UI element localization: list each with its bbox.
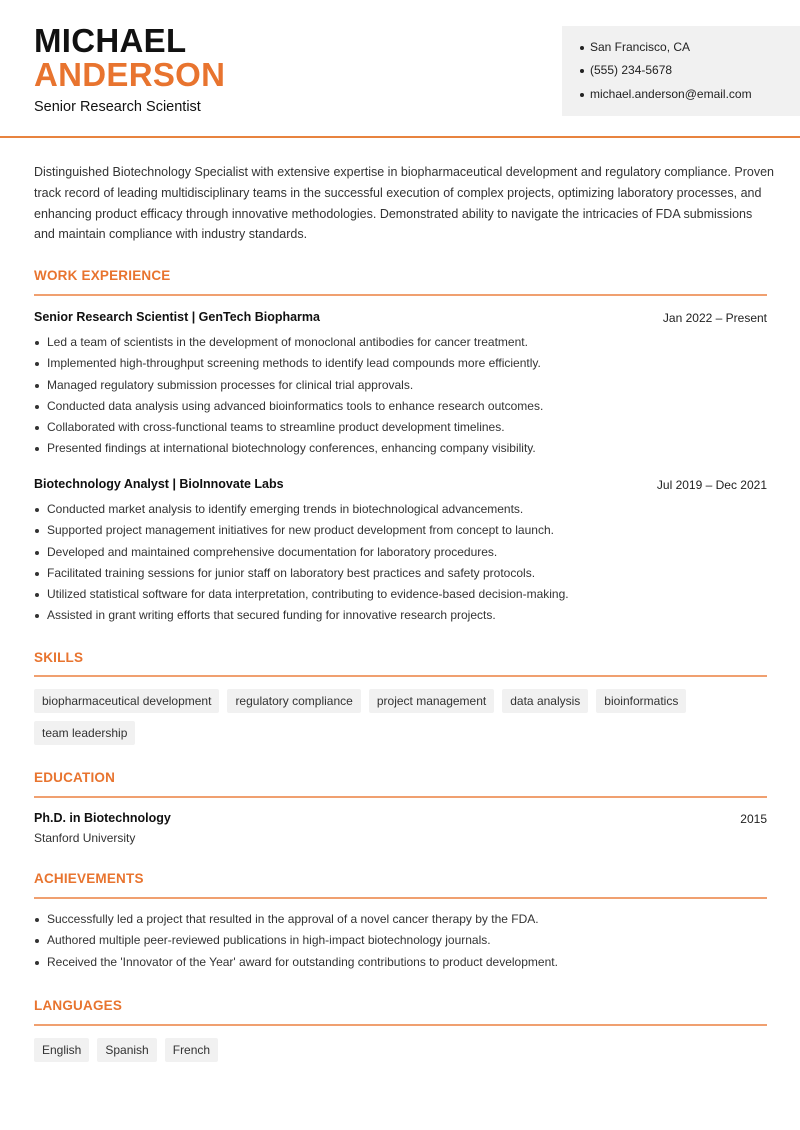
bullet-dot [580, 46, 584, 50]
job-title: Senior Research Scientist [34, 99, 201, 115]
job-date: Jul 2019 – Dec 2021 [656, 478, 767, 492]
list-item: Led a team of scientists in the development of monoclonal antibodies for cancer treatment. [34, 332, 774, 353]
job-heading: Biotechnology Analyst | BioInnovate Labs [34, 477, 284, 491]
phone-text: (555) 234-5678 [590, 63, 673, 77]
list-item: Supported project management initiatives for new product development from concept to launch. [34, 520, 774, 541]
bullet-dot [580, 69, 584, 73]
job-bullets [34, 332, 774, 460]
section-title-achievements: ACHIEVEMENTS [34, 871, 144, 886]
list-item: Presented findings at international biotechnology conferences, enhancing company visibility. [34, 438, 774, 459]
skills-list [34, 689, 774, 745]
location-text: San Francisco, CA [590, 40, 691, 54]
skill-tag: team leadership [34, 721, 135, 745]
list-item: Facilitated training sessions for junior staff on laboratory best practices and safety protocols. [34, 563, 774, 584]
contact-location [580, 40, 690, 54]
section-divider [34, 897, 767, 899]
skill-tag: bioinformatics [596, 689, 686, 713]
section-title-skills: SKILLS [34, 650, 84, 665]
section-title-education: EDUCATION [34, 770, 116, 785]
section-divider [34, 675, 767, 677]
professional-summary: Distinguished Biotechnology Specialist with extensive expertise in biopharmaceutical development and regulatory compliance. Proven track record of leading multidisciplinary teams in the successful execution of complex projects, optimizing laboratory processes, and enhancing product efficacy through innovative methodologies. Demonstrated ability to navigate the intricacies of FDA submissions and maintain compliance with industry standards. [34, 165, 774, 242]
achievements-list [34, 909, 774, 973]
education-degree: Ph.D. in Biotechnology [34, 811, 171, 825]
skill-tag: regulatory compliance [227, 689, 360, 713]
education-year: 2015 [740, 812, 767, 826]
job-heading: Senior Research Scientist | GenTech Biopharma [34, 310, 320, 324]
list-item: Received the 'Innovator of the Year' award for outstanding contributions to product development. [34, 952, 774, 973]
first-name: MICHAEL [34, 22, 187, 59]
section-title-languages: LANGUAGES [34, 998, 123, 1013]
list-item: Implemented high-throughput screening methods to identify lead compounds more efficiently. [34, 353, 774, 374]
section-divider [34, 796, 767, 798]
list-item: Conducted market analysis to identify emerging trends in biotechnological advancements. [34, 499, 774, 520]
list-item: Successfully led a project that resulted in the approval of a novel cancer therapy by the FDA. [34, 909, 774, 930]
list-item: Managed regulatory submission processes for clinical trial approvals. [34, 375, 774, 396]
email-text: michael.anderson@email.com [590, 87, 752, 101]
list-item: Assisted in grant writing efforts that secured funding for innovative research projects. [34, 605, 774, 626]
section-title-work: WORK EXPERIENCE [34, 268, 171, 283]
section-divider [34, 1024, 767, 1026]
skill-tag: biopharmaceutical development [34, 689, 219, 713]
education-school: Stanford University [34, 831, 136, 845]
contact-box [562, 26, 800, 116]
resume-header [0, 0, 800, 138]
job-date: Jan 2022 – Present [662, 311, 767, 325]
bullet-dot [580, 93, 584, 97]
language-tag: English [34, 1038, 89, 1062]
contact-email [580, 87, 752, 101]
languages-list [34, 1038, 774, 1062]
language-tag: Spanish [97, 1038, 156, 1062]
list-item: Developed and maintained comprehensive documentation for laboratory procedures. [34, 542, 774, 563]
section-divider [34, 294, 767, 296]
skill-tag: project management [369, 689, 494, 713]
language-tag: French [165, 1038, 218, 1062]
skill-tag: data analysis [502, 689, 588, 713]
last-name: ANDERSON [34, 56, 226, 93]
job-bullets [34, 499, 774, 627]
contact-phone [580, 63, 672, 77]
list-item: Conducted data analysis using advanced bioinformatics tools to enhance research outcomes. [34, 396, 774, 417]
list-item: Utilized statistical software for data interpretation, contributing to evidence-based decision-making. [34, 584, 774, 605]
list-item: Collaborated with cross-functional teams to streamline product development timelines. [34, 417, 774, 438]
list-item: Authored multiple peer-reviewed publications in high-impact biotechnology journals. [34, 930, 774, 951]
